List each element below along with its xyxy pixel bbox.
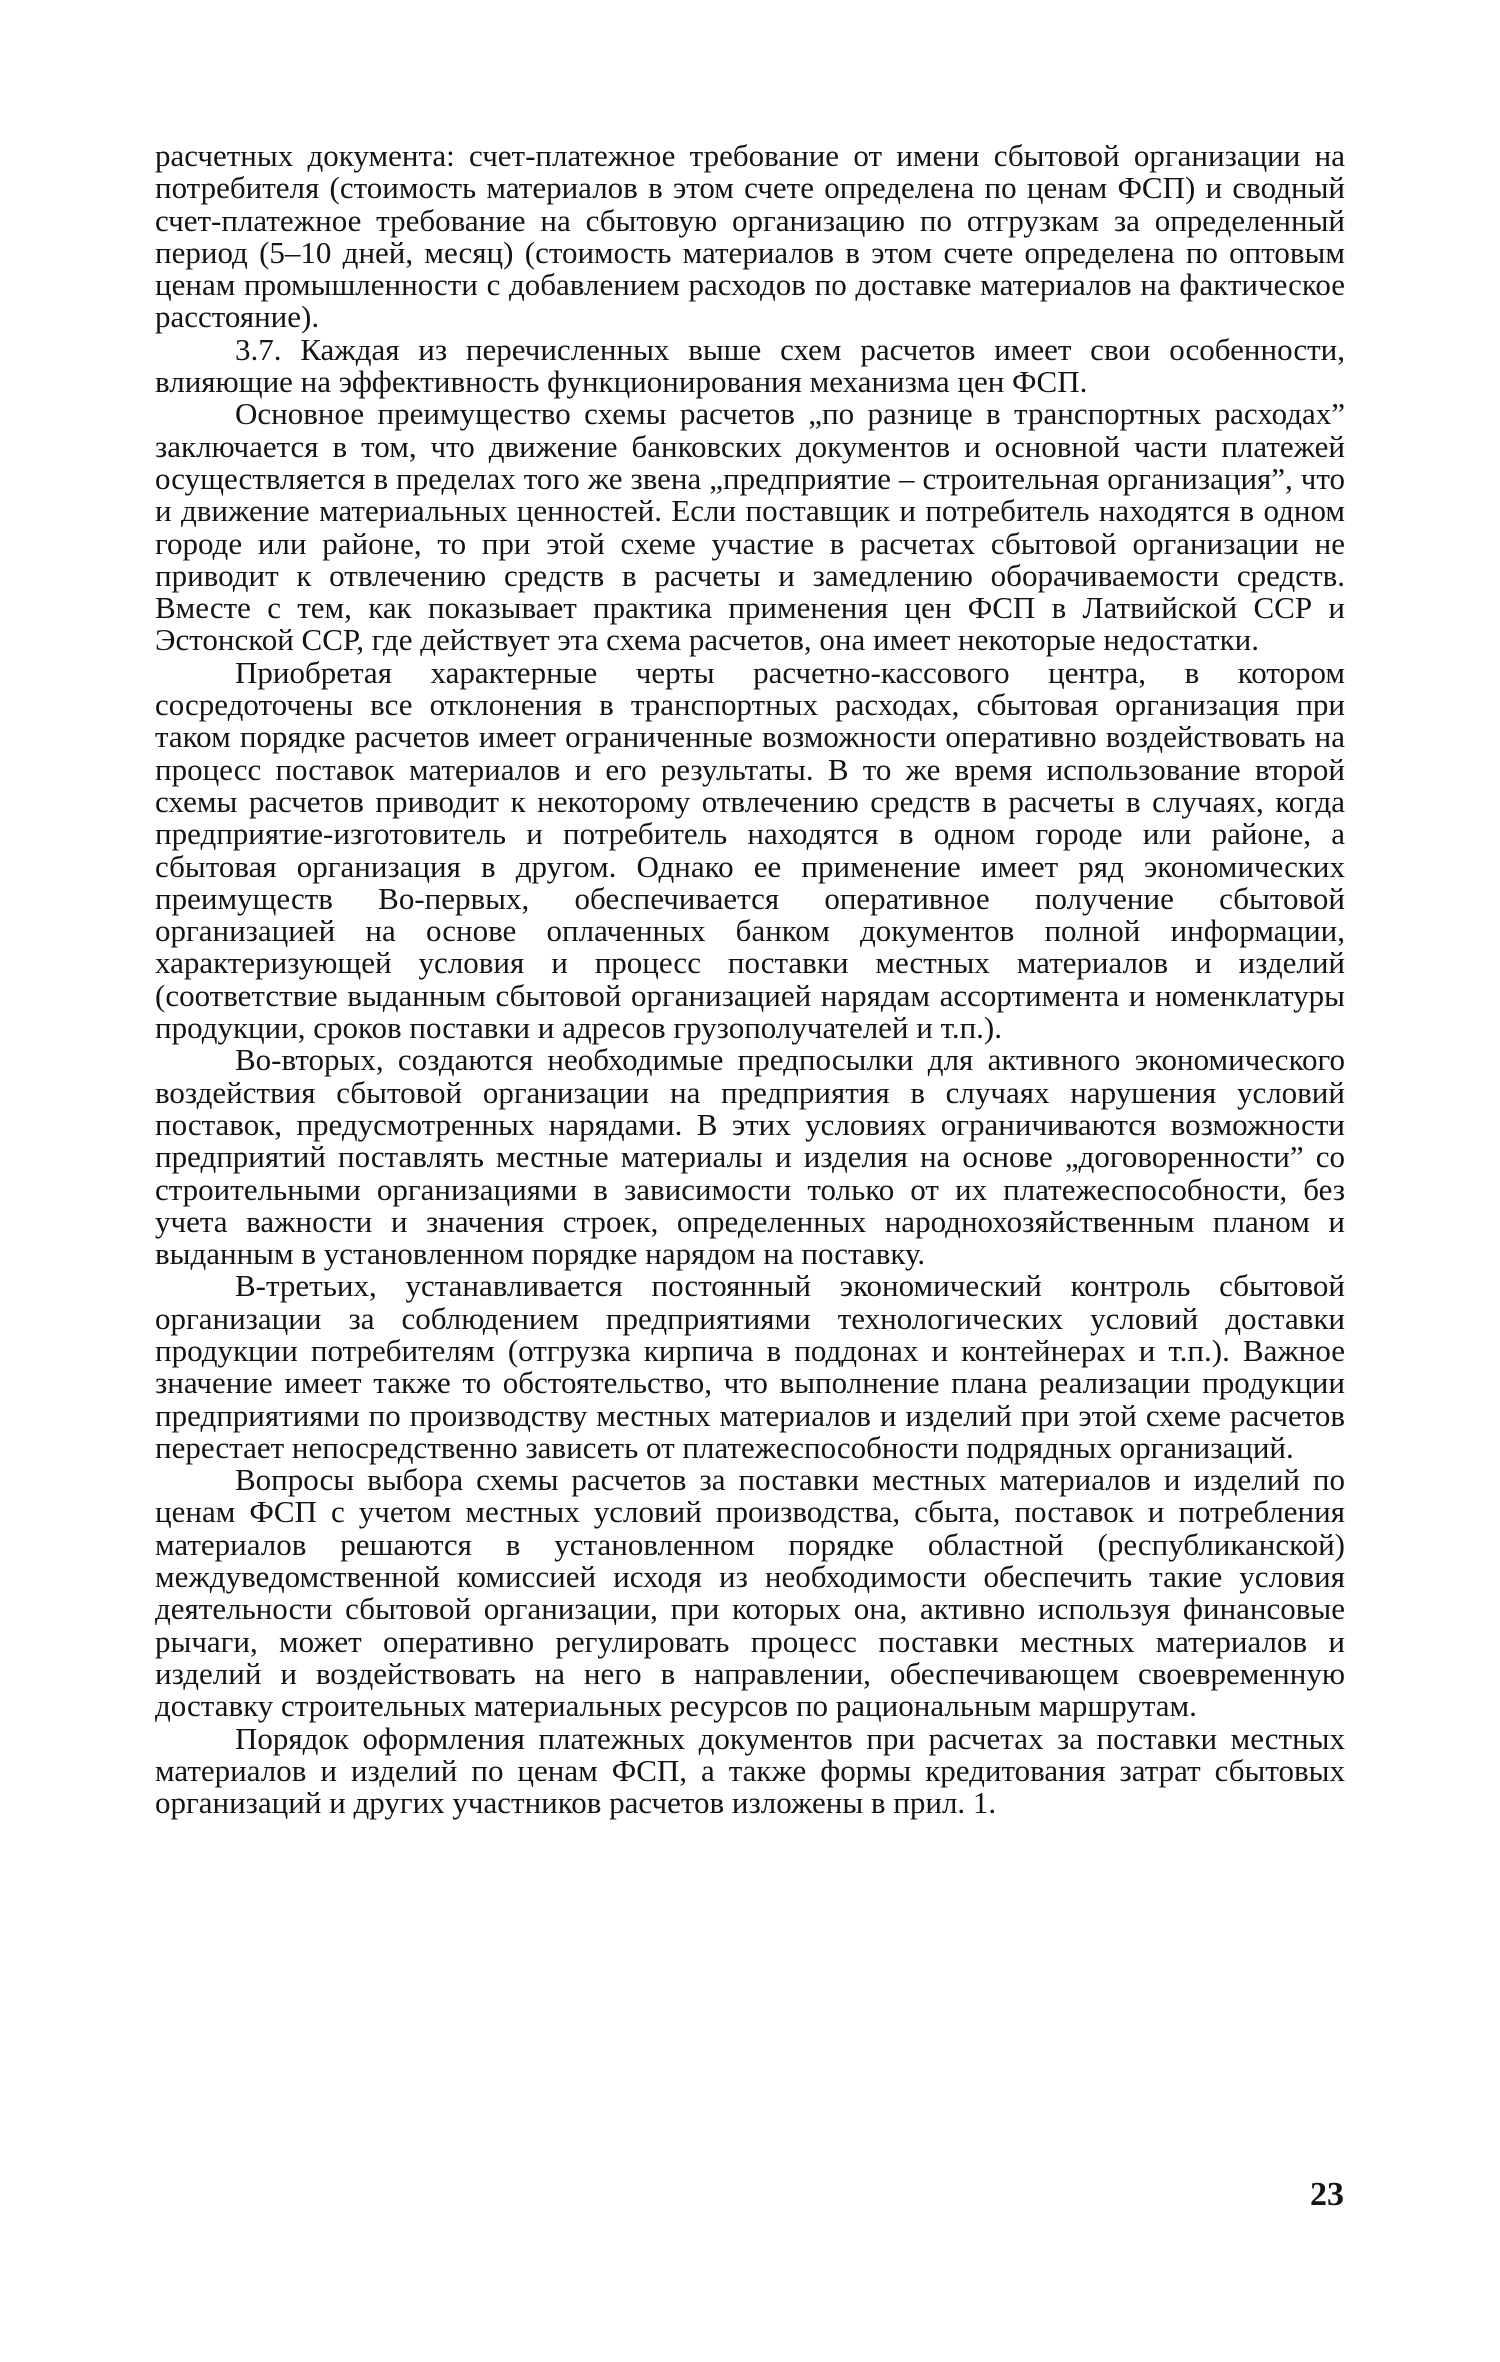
paragraph-continuation: расчетных документа: счет-платежное требование от имени сбытовой организации на потребителя (стоимость материалов в этом счете определена по ценам ФСП) и сводный счет-платежное требование на сбытовую организацию по отгрузкам за определенный период (5–10 дней, месяц) (стоимость материалов в этом счете определена по оптовым ценам промышленности с добавлением расходов по доставке материалов на фактическое расстояние). — [155, 138, 1345, 335]
page-body — [155, 140, 1345, 1819]
paragraph-settlement-center: Приобретая характерные черты расчетно-кассового центра, в котором сосредоточены все отклонения в транспортных расходах, сбытовая организация при таком порядке расчетов имеет ограниченные возможности оперативно воздействовать на процесс поставок материалов и его результаты. В то же время использование второй схемы расчетов приводит к некоторому отвлечению средств в расчеты в случаях, когда предприятие-изготовитель и потребитель находятся в одном городе или районе, а сбытовая организация в другом. Однако ее применение имеет ряд экономических преимуществ Во-первых, обеспечивается оперативное получение сбытовой организацией на основе оплаченных банком документов полной информации, характеризующей условия и процесс поставки местных материалов и изделий (соответствие выданным сбытовой организацией нарядам ассортимента и номенклатуры продукции, сроков поставки и адресов грузополучателей и т.п.). — [155, 654, 1345, 1046]
page-number: 23 — [1310, 2176, 1344, 2213]
paragraph-main-advantage: Основное преимущество схемы расчетов „по разнице в транспортных расходах” заключается в том, что движение банковских документов и основной части платежей осуществляется в пределах того же звена „предприятие – строительная организация”, что и движение материальных ценностей. Если поставщик и потребитель находятся в одном городе или районе, то при этой схеме участие в расчетах сбытовой организации не приводит к отвлечению средств в расчеты и замедлению оборачиваемости средств. Вместе с тем, как показывает практика применения цен ФСП в Латвийской ССР и Эстонской ССР, где действует эта схема расчетов, она имеет некоторые недостатки. — [155, 396, 1345, 658]
paragraph-secondly: Во-вторых, создаются необходимые предпосылки для активного экономического воздействия сбытовой организации на предприятия в случаях нарушения условий поставок, предусмотренных нарядами. В этих условиях ограничиваются возможности предприятий поставлять местные материалы и изделия на основе „договоренности” со строительными организациями в зависимости только от их платежеспособности, без учета важности и значения строек, определенных народнохозяйственным планом и выданным в установленном порядке нарядом на поставку. — [155, 1042, 1345, 1272]
paragraph-scheme-choice: Вопросы выбора схемы расчетов за поставки местных материалов и изделий по ценам ФСП с учетом местных условий производства, сбыта, поставок и потребления материалов решаются в установленном порядке областной (республиканской) междуведомственной комиссией исходя из необходимости обеспечить такие условия деятельности сбытовой организации, при которых она, активно используя финансовые рычаги, может оперативно регулировать процесс поставки местных материалов и изделий и воздействовать на него в направлении, обеспечивающем своевременную доставку строительных материальных ресурсов по рациональным маршрутам. — [155, 1462, 1345, 1724]
paragraph-section-3-7: 3.7. Каждая из перечисленных выше схем расчетов имеет свои особенности, влияющие на эффективность функционирования механизма цен ФСП. — [155, 331, 1345, 400]
paragraph-thirdly: В-третьих, устанавливается постоянный экономический контроль сбытовой организации за соблюдением предприятиями технологических условий доставки продукции потребителям (отгрузка кирпича в поддонах и контейнерах и т.п.). Важное значение имеет также то обстоятельство, что выполнение плана реализации продукции предприятиями по производству местных материалов и изделий при этой схеме расчетов перестает непосредственно зависеть от платежеспособности подрядных организаций. — [155, 1268, 1345, 1465]
paragraph-payment-procedure: Порядок оформления платежных документов при расчетах за поставки местных материалов и изделий по ценам ФСП, а также формы кредитования затрат сбытовых организаций и других участников расчетов изложены в прил. 1. — [155, 1720, 1345, 1821]
